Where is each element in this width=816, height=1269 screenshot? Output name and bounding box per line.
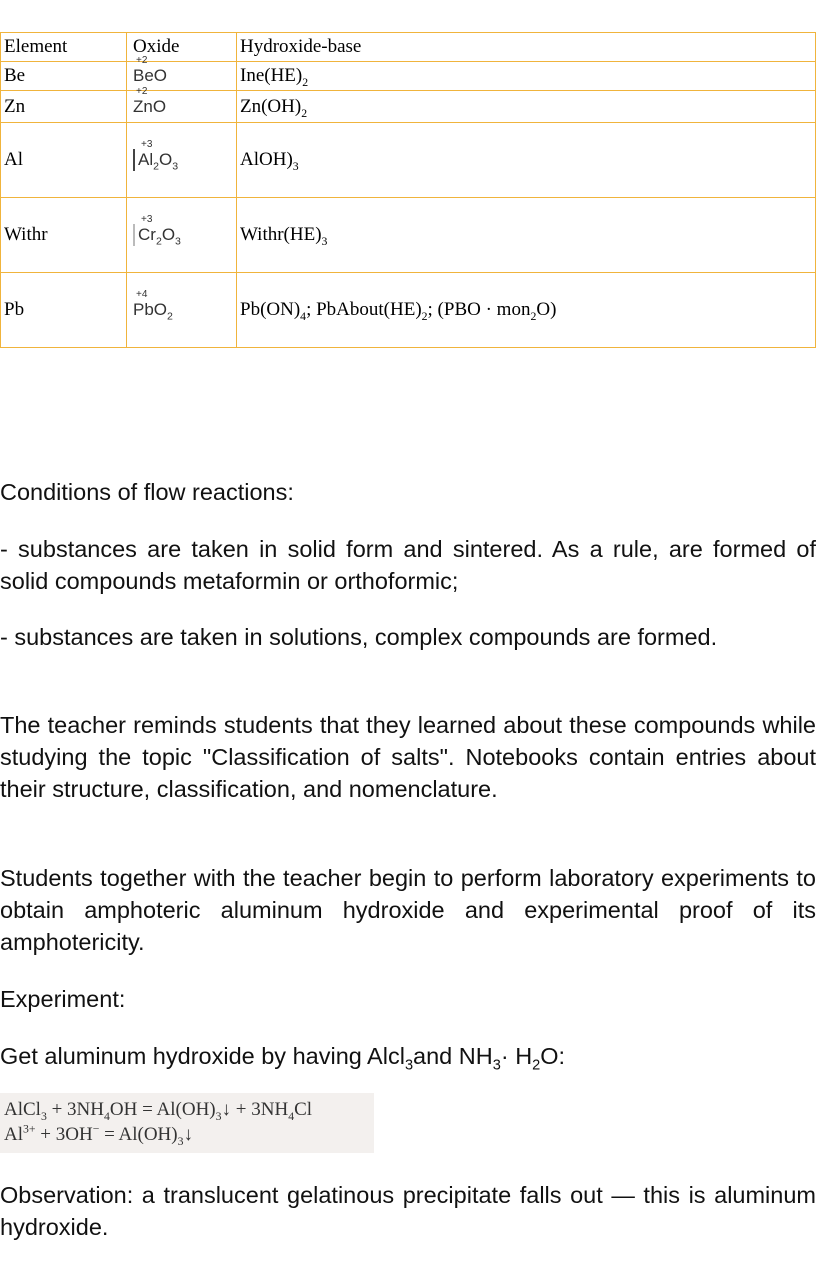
oxide-formula (133, 55, 168, 86)
teacher-paragraph: The teacher reminds students that they learned about these compounds while studying the topic "Classification of salts". Notebooks contain entries about their structure, classification, and nomenclature. (0, 712, 816, 802)
table-header-row (1, 33, 816, 62)
header-element: Element (1, 33, 127, 62)
reaction-equations (0, 1093, 374, 1153)
table-row (1, 123, 816, 198)
bracket-mark (133, 149, 135, 171)
table-row (1, 62, 816, 91)
hydroxide-cell: $Zn(OH)_2$ (237, 91, 816, 123)
oxidation-state: +2 (136, 55, 148, 66)
header-oxide: Oxide (127, 33, 237, 62)
observation-paragraph: Observation: a translucent gelatinous precipitate falls out — this is aluminum hydroxide. (0, 1182, 816, 1240)
oxide-text: $Al_2O_3$ (138, 149, 179, 173)
oxide-text: ZnO (133, 96, 167, 116)
conditions-heading: Conditions of flow reactions: (0, 479, 294, 505)
element-cell: Be (1, 62, 127, 91)
oxide-text: PbO$_2$ (133, 300, 173, 323)
oxide-formula (133, 213, 181, 248)
oxide-hydroxide-table (0, 32, 816, 348)
hydroxide-cell: $Withr(HE)_3$ (237, 198, 816, 273)
experiment-label: Experiment: (0, 986, 126, 1012)
oxidation-state: +3 (141, 213, 153, 225)
oxide-formula (133, 138, 179, 173)
ionic-equation: $Al^{3+} + 3OH^-$ = $Al(OH)_3↓$ (4, 1122, 193, 1148)
bracket-mark (133, 224, 135, 246)
bullet-solid: - substances are taken in solid form and sintered. As a rule, are formed of solid compounds metaformin or orthoformic; (0, 536, 816, 594)
table-row (1, 273, 816, 348)
oxidation-state: +3 (141, 138, 153, 150)
element-cell: Al (1, 123, 127, 198)
oxide-cell (127, 198, 237, 273)
oxide-cell (127, 123, 237, 198)
oxide-formula (133, 85, 167, 117)
hydroxide-cell: $Ine(HE)_2$ (237, 62, 816, 91)
element-cell: Zn (1, 91, 127, 123)
hydroxide-cell: $Pb(ON)_4$; $PbAbout(HE)_2$; (PBO · mon$_2$O) (237, 273, 816, 348)
table-row (1, 198, 816, 273)
table-row (1, 91, 816, 123)
students-paragraph: Students together with the teacher begin to perform laboratory experiments to obtain amphoteric aluminum hydroxide and experimental proof of its amphotericity. (0, 865, 816, 955)
oxide-cell (127, 85, 237, 123)
molecular-equation: AlCl$_3$ + $3NH_4OH$ = $Al(OH)_3↓ + 3NH_4Cl$ (4, 1099, 313, 1123)
oxide-text: $Cr_2O_3$ (138, 224, 181, 248)
bullet-solution: - substances are taken in solutions, complex compounds are formed. (0, 624, 718, 650)
oxide-cell (127, 273, 237, 348)
oxide-formula (133, 289, 173, 323)
element-cell: Pb (1, 273, 127, 348)
header-hydroxide: Hydroxide-base (237, 33, 816, 62)
hydroxide-cell: $AlOH)_3$ (237, 123, 816, 198)
element-cell: Withr (1, 198, 127, 273)
oxidation-state: +4 (136, 289, 148, 300)
oxidation-state: +2 (136, 85, 148, 97)
oxide-text: BeO (133, 66, 168, 85)
get-hydroxide-line: Get aluminum hydroxide by having Alcl$_3$and $NH_3\cdot H_2O$: (0, 1043, 566, 1074)
